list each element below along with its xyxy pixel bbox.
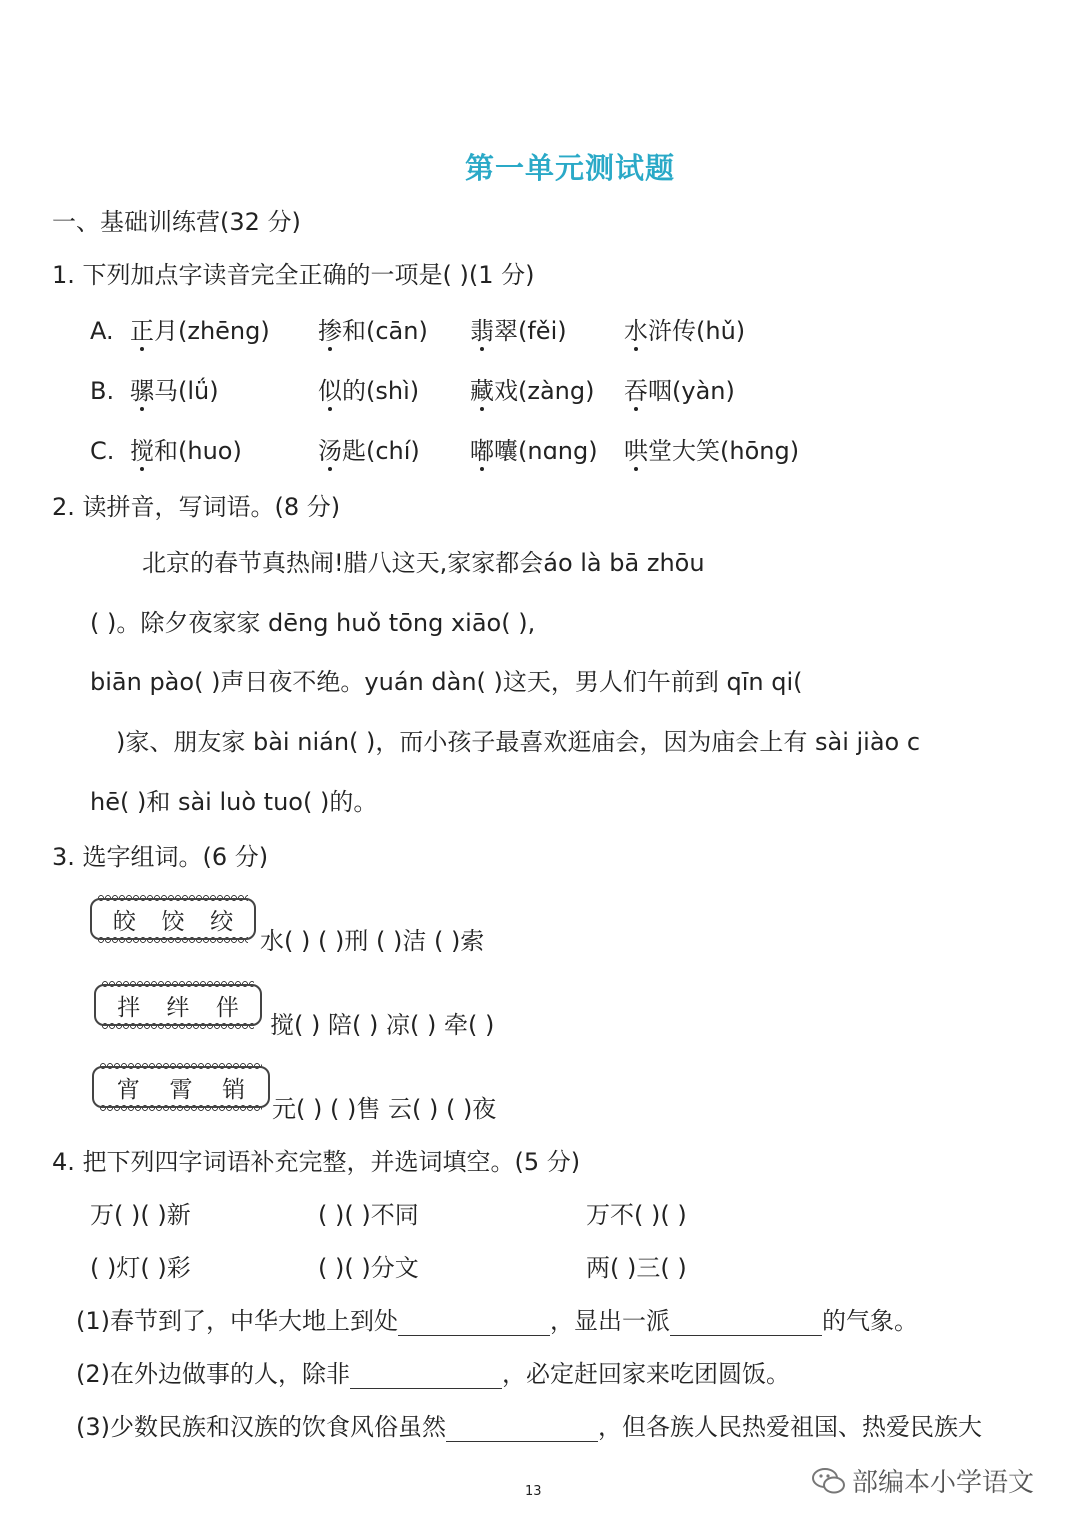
page-number: 13 xyxy=(525,1484,542,1499)
idiom-blank: ( )灯( )彩 xyxy=(90,1254,191,1282)
char-option: 绊 xyxy=(166,994,190,1021)
char-option: 拌 xyxy=(117,994,141,1021)
question-3-stem: 3. 选字组词。(6 分) xyxy=(52,843,269,871)
dotted-char: 藏 xyxy=(470,377,494,405)
option-label: C. xyxy=(90,437,115,465)
dotted-char: 搅 xyxy=(130,437,154,465)
char-option: 皎 xyxy=(112,908,136,935)
option-word: 翡翠(fěi) xyxy=(470,317,567,345)
char-option: 销 xyxy=(222,1076,246,1103)
idiom-blank: 万不( )( ) xyxy=(586,1201,687,1229)
dotted-char: 嘟 xyxy=(470,437,494,465)
fill-sentence-3: (3)少数民族和汉族的饮食风俗虽然 ，但各族人民热爱祖国、热爱民族大 xyxy=(76,1413,982,1441)
dotted-char: 正 xyxy=(130,317,154,345)
fill-sentence-1: (1)春节到了，中华大地上到处 ，显出一派 的气象。 xyxy=(76,1307,918,1335)
dotted-char: 水 xyxy=(624,317,648,345)
option-word: 哄堂大笑(hōng) xyxy=(624,437,800,465)
fill-sentence-2: (2)在外边做事的人，除非 ，必定赶回家来吃团圆饭。 xyxy=(76,1360,790,1388)
dotted-char: 似 xyxy=(318,377,342,405)
char-option: 绞 xyxy=(210,908,234,935)
question-1-stem: 1. 下列加点字读音完全正确的一项是( )(1 分) xyxy=(52,261,535,289)
option-word: 吞咽(yàn) xyxy=(624,377,735,405)
dotted-char: 吞 xyxy=(624,377,648,405)
dotted-char: 哄 xyxy=(624,437,648,465)
answer-blank[interactable] xyxy=(350,1366,502,1389)
question-2-line: hē( )和 sài luò tuo( )的。 xyxy=(90,788,378,816)
idiom-blank: ( )( )分文 xyxy=(318,1254,419,1282)
char-option: 饺 xyxy=(161,908,185,935)
answer-blank[interactable] xyxy=(670,1313,822,1336)
char-choice-box xyxy=(90,898,256,940)
char-option: 霄 xyxy=(169,1076,193,1103)
question-3-row: 元( ) ( )售 云( ) ( )夜 xyxy=(272,1095,497,1123)
option-word: 正月(zhēng) xyxy=(130,317,270,345)
option-word: 汤匙(chí) xyxy=(318,437,420,465)
wechat-icon xyxy=(812,1467,846,1495)
option-label: A. xyxy=(90,317,114,345)
question-2-line: ( )。除夕夜家家 dēng huǒ tōng xiāo( ), xyxy=(90,609,536,637)
question-3-row: 搅( ) 陪( ) 凉( ) 牵( ) xyxy=(270,1011,495,1039)
char-choice-box xyxy=(92,1066,270,1108)
option-word: 骡马(lǘ) xyxy=(130,377,219,405)
option-word: 嘟囔(nɑng) xyxy=(470,437,598,465)
page-title: 第一单元测试题 xyxy=(464,151,675,185)
char-choice-box xyxy=(94,984,262,1026)
char-option: 伴 xyxy=(215,994,239,1021)
dotted-char: 翡 xyxy=(470,317,494,345)
section-heading: 一、基础训练营(32 分) xyxy=(52,208,301,236)
option-word: 水浒传(hǔ) xyxy=(624,317,746,345)
answer-blank[interactable] xyxy=(446,1419,598,1442)
dotted-char: 骡 xyxy=(130,377,154,405)
question-2-line: 北京的春节真热闹!腊八这天,家家都会áo là bā zhōu xyxy=(142,549,705,577)
question-3-row: 水( ) ( )刑 ( )洁 ( )索 xyxy=(260,927,485,955)
option-label: B. xyxy=(90,377,115,405)
idiom-blank: 两( )三( ) xyxy=(586,1254,687,1282)
dotted-char: 掺 xyxy=(318,317,342,345)
question-2-line: biān pào( )声日夜不绝。yuán dàn( )这天，男人们午前到 qīn qi( xyxy=(90,668,803,696)
watermark-text: 部编本小学语文 xyxy=(852,1468,1035,1498)
dotted-char: 汤 xyxy=(318,437,342,465)
idiom-blank: ( )( )不同 xyxy=(318,1201,419,1229)
question-4-stem: 4. 把下列四字词语补充完整，并选词填空。(5 分) xyxy=(52,1148,581,1176)
question-2-stem: 2. 读拼音，写词语。(8 分) xyxy=(52,493,341,521)
option-word: 似的(shì) xyxy=(318,377,420,405)
answer-blank[interactable] xyxy=(398,1313,550,1336)
option-word: 掺和(cān) xyxy=(318,317,428,345)
char-option: 宵 xyxy=(116,1076,140,1103)
question-2-line: )家、朋友家 bài nián( )，而小孩子最喜欢逛庙会，因为庙会上有 sài jiào c xyxy=(116,728,921,756)
option-word: 藏戏(zàng) xyxy=(470,377,595,405)
option-word: 搅和(huo) xyxy=(130,437,242,465)
watermark xyxy=(812,1462,1034,1499)
idiom-blank: 万( )( )新 xyxy=(90,1201,191,1229)
